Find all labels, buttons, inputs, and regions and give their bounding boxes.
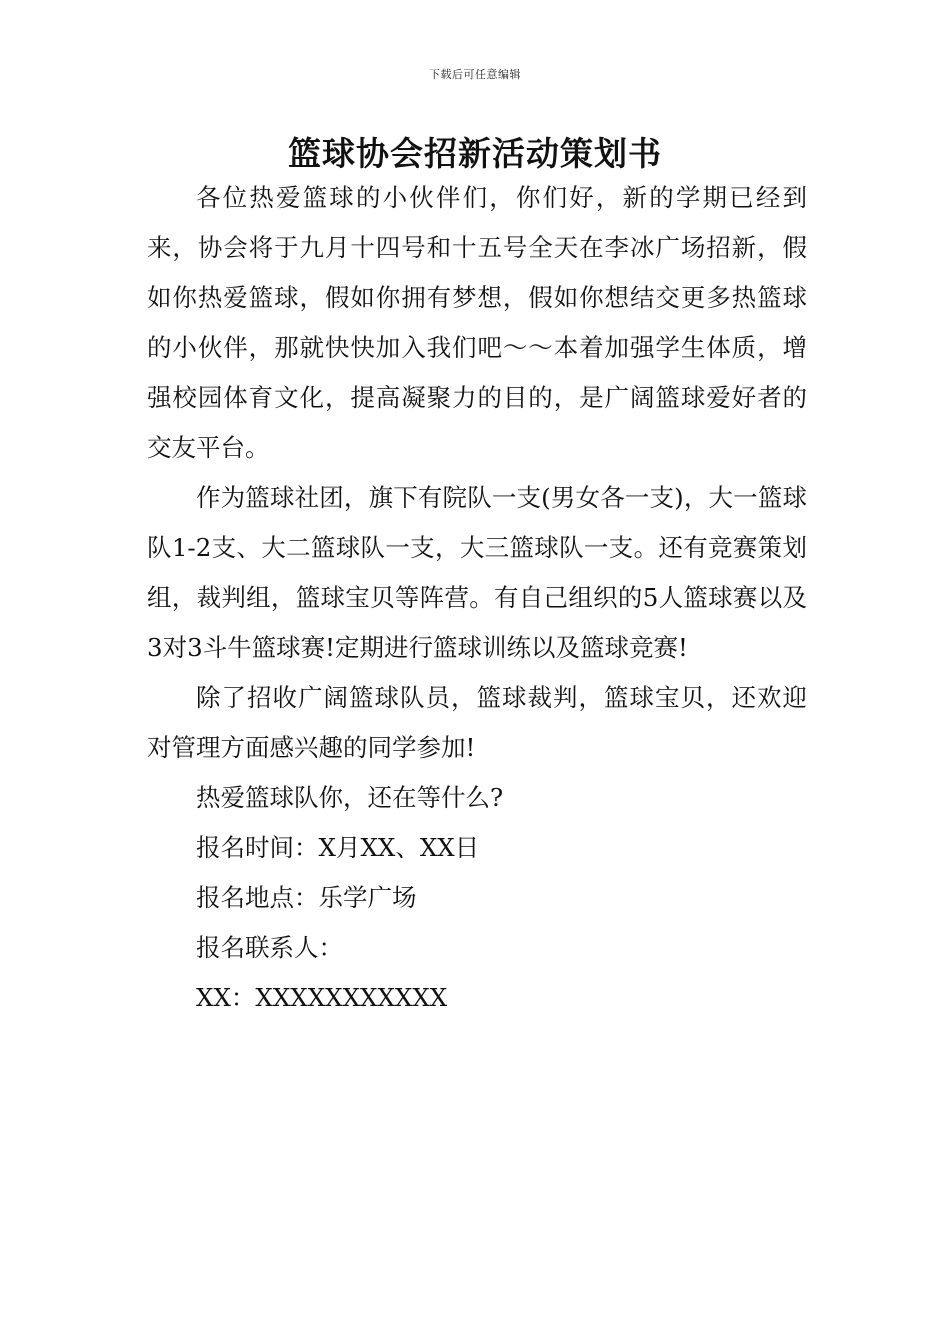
line-signup-contact-label: 报名联系人： <box>196 933 343 962</box>
paragraph-recruit: 除了招收广阔篮球队员，篮球裁判，篮球宝贝，还欢迎对管理方面感兴趣的同学参加! <box>147 683 807 762</box>
header-note: 下载后可任意编辑 <box>429 68 521 81</box>
line-signup-contact: XX：XXXXXXXXXXX <box>196 983 448 1012</box>
document-body <box>147 173 807 1023</box>
line-signup-time: 报名时间：X月XX、XX日 <box>196 833 480 862</box>
document-title: 篮球协会招新活动策划书 <box>288 134 662 173</box>
line-signup-location: 报名地点：乐学广场 <box>196 883 417 912</box>
line-call-to-action: 热爱篮球队你，还在等什么? <box>196 783 504 812</box>
paragraph-intro: 各位热爱篮球的小伙伴们，你们好，新的学期已经到来，协会将于九月十四号和十五号全天在李冰广场招新，假如你热爱篮球，假如你拥有梦想，假如你想结交更多热篮球的小伙伴，那就快快加入我们吧～～本着加强学生体质，增强校园体育文化，提高凝聚力的目的，是广阔篮球爱好者的交友平台。 <box>147 183 807 462</box>
paragraph-teams: 作为篮球社团，旗下有院队一支(男女各一支)，大一篮球队1-2支、大二篮球队一支，大三篮球队一支。还有竞赛策划组，裁判组，篮球宝贝等阵营。有自己组织的5人篮球赛以及3对3斗牛篮球赛!定期进行篮球训练以及篮球竞赛! <box>147 483 807 662</box>
